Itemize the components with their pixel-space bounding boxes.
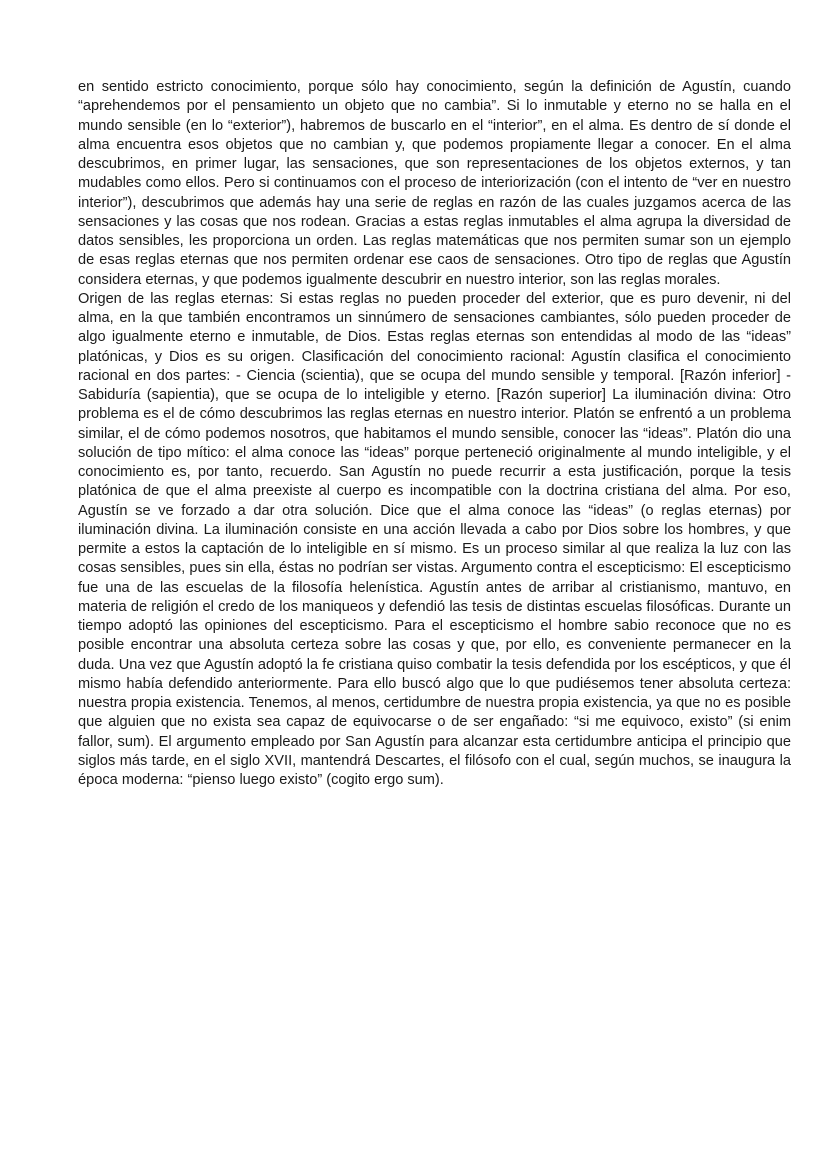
- document-body: [78, 78, 791, 790]
- paragraph-origen-reglas-eternas: Origen de las reglas eternas: Si estas reglas no pueden proceder del exterior, que es puro devenir, ni del alma, en la que también encontramos un sinnúmero de sensaciones cambiantes, sólo pueden proceder de algo igualmente eterno e inmutable, de Dios. Estas reglas eternas son entendidas al modo de las “ideas” platónicas, y Dios es su origen. Clasificación del conocimiento racional: Agustín clasifica el conocimiento racional en dos partes: - Ciencia (scientia), que se ocupa del mundo sensible y temporal. [Razón inferior] - Sabiduría (sapientia), que se ocupa de lo inteligible y eterno. [Razón superior] La iluminación divina: Otro problema es el de cómo descubrimos las reglas eternas en nuestro interior. Platón se enfrentó a un problema similar, el de cómo podemos nosotros, que habitamos el mundo sensible, conocer las “ideas”. Platón dio una solución de tipo mítico: el alma conoce las “ideas” porque perteneció originalmente al mundo inteligible, y el conocimiento es, por tanto, recuerdo. San Agustín no puede recurrir a esta justificación, porque la tesis platónica de que el alma preexiste al cuerpo es incompatible con la doctrina cristiana del alma. Por eso, Agustín se ve forzado a dar otra solución. Dice que el alma conoce las “ideas” (o reglas eternas) por iluminación divina. La iluminación consiste en una acción llevada a cabo por Dios sobre los hombres, y que permite a estos la captación de lo inteligible en sí mismo. Es un proceso similar al que realiza la luz con las cosas sensibles, pues sin ella, éstas no podrían ser vistas. Argumento contra el escepticismo: El escepticismo fue una de las escuelas de la filosofía helenística. Agustín antes de arribar al cristianismo, mantuvo, en materia de religión el credo de los maniqueos y defendió las tesis de distintas escuelas filosóficas. Durante un tiempo adoptó las opiniones del escepticismo. Para el escepticismo el hombre sabio reconoce que no es posible encontrar una absoluta certeza sobre las cosas y que, por ello, es conveniente permanecer en la duda. Una vez que Agustín adoptó la fe cristiana quiso combatir la tesis defendida por los escépticos, y que él mismo había defendido anteriormente. Para ello buscó algo que lo que pudiésemos tener absoluta certeza: nuestra propia existencia. Tenemos, al menos, certidumbre de nuestra propia existencia, ya que no es posible que alguien que no exista sea capaz de equivocarse o de ser engañado: “si me equivoco, existo” (si enim fallor, sum). El argumento empleado por San Agustín para alcanzar esta certidumbre anticipa el principio que siglos más tarde, en el siglo XVII, mantendrá Descartes, el filósofo con el cual, según muchos, se inaugura la época moderna: “pienso luego existo” (cogito ergo sum).: [78, 290, 791, 788]
- paragraph-reglas-inmutables: en sentido estricto conocimiento, porque sólo hay conocimiento, según la definición de Agustín, cuando “aprehendemos por el pensamiento un objeto que no cambia”. Si lo inmutable y eterno no se halla en el mundo sensible (en lo “exterior”), habremos de buscarlo en el “interior”, en el alma. Es dentro de sí donde el alma encuentra esos objetos que no cambian y, que podemos propiamente llegar a conocer. En el alma descubrimos, en primer lugar, las sensaciones, que son representaciones de los objetos externos, y tan mudables como ellos. Pero si continuamos con el proceso de interiorización (con el intento de “ver en nuestro interior”), descubrimos que además hay una serie de reglas en razón de las cuales juzgamos acerca de las sensaciones y las cosas que nos rodean. Gracias a estas reglas inmutables el alma agrupa la diversidad de datos sensibles, les proporciona un orden. Las reglas matemáticas que nos permiten sumar son un ejemplo de esas reglas eternas que nos permiten ordenar ese caos de sensaciones. Otro tipo de reglas que Agustín considera eternas, y que podemos igualmente descubrir en nuestro interior, son las reglas morales.: [78, 79, 791, 288]
